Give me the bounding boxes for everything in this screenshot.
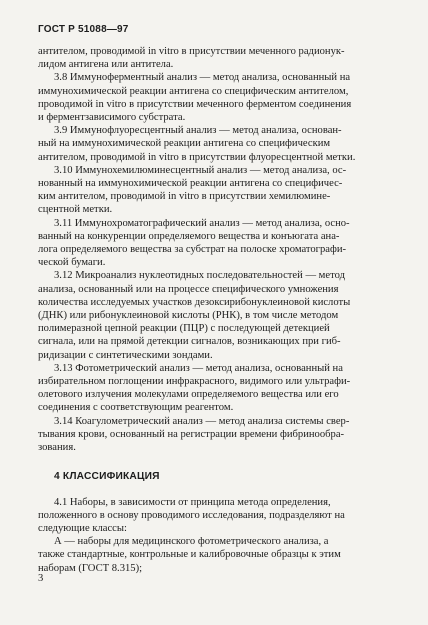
paragraph-continuation — [38, 45, 392, 71]
running-header: ГОСТ Р 51088—97 — [38, 24, 129, 35]
text-line: зования. — [38, 442, 76, 454]
paragraph-3-12 — [38, 269, 392, 361]
paragraph-4-1-class-a — [38, 535, 392, 575]
text-line: 3.10 Иммунохемилюминесцентный анализ — метод анализа, ос- — [54, 164, 347, 176]
text-line: тывания крови, основанный на регистрации времени фибринообра- — [38, 428, 345, 440]
text-line: сцентной метки. — [38, 204, 113, 216]
text-line: полимеразной цепной реакции (ПЦР) с последующей детекцией — [38, 323, 330, 335]
text-line: лидом антигена или антитела. — [38, 59, 174, 71]
text-line: 3.13 Фотометрический анализ — метод анализа, основанный на — [54, 362, 343, 374]
text-line: антителом, проводимой in vitro в присутствии флуоресцентной метки. — [38, 151, 356, 163]
text-line: наборам (ГОСТ 8.315); — [38, 562, 143, 574]
text-line: А — наборы для медицинского фотометрического анализа, а — [54, 536, 329, 548]
page-number: 3 — [38, 573, 44, 584]
text-line: избирательном поглощении инфракрасного, видимого или ультрафи- — [38, 376, 351, 388]
text-line: проводимой in vitro в присутствии меченного ферментом соединения — [38, 98, 352, 110]
text-line: нованный на иммунохимической реакции антигена со специфичес- — [38, 178, 343, 190]
paragraph-3-13 — [38, 362, 392, 415]
text-line: сигнала, или на прямой детекции сигналов, возникающих при гиб- — [38, 336, 341, 348]
text-line: 3.14 Коагулометрический анализ — метод анализа системы свер- — [54, 415, 350, 427]
text-line: также стандартные, контрольные и калибровочные образцы к этим — [38, 549, 341, 561]
paragraph-3-11 — [38, 217, 392, 270]
text-line: количества исследуемых участков дезоксирибонуклеиновой кислоты — [38, 296, 351, 308]
text-line: иммунохимической реакции антигена со специфическим антителом, — [38, 85, 349, 97]
paragraph-3-10 — [38, 164, 392, 217]
text-line: анализа, основанный или на процессе специфического умножения — [38, 283, 339, 295]
text-line: ванный на конкуренции определяемого вещества и конъюгата ана- — [38, 230, 340, 242]
definitions-body — [38, 45, 392, 575]
text-line: (ДНК) или рибонуклеиновой кислоты (РНК), в том числе методом — [38, 310, 339, 322]
text-line: 4.1 Наборы, в зависимости от принципа метода определения, — [54, 496, 331, 508]
text-line: лога определяемого вещества за субстрат на полоске хроматографи- — [38, 244, 347, 256]
text-line: антителом, проводимой in vitro в присутствии меченного радионук- — [38, 46, 345, 57]
text-line: 3.12 Микроанализ нуклеотидных последовательностей — метод — [54, 270, 345, 282]
paragraph-3-8 — [38, 71, 392, 124]
paragraph-4-1 — [38, 496, 392, 536]
paragraph-3-9 — [38, 124, 392, 164]
text-line: ридизации с синтетическими зондами. — [38, 349, 213, 361]
text-line: 3.9 Иммунофлуоресцентный анализ — метод анализа, основан- — [54, 125, 342, 137]
text-line: соединения с соответствующим реагентом. — [38, 402, 234, 414]
text-line: олетового излучения молекулами определяемого вещества или его — [38, 389, 339, 401]
text-line: 3.8 Иммуноферментный анализ — метод анализа, основанный на — [54, 72, 351, 84]
text-line: положенного в основу проводимого исследования, подразделяют на — [38, 509, 345, 521]
text-line: ческой бумаги. — [38, 257, 106, 269]
text-line: ный на иммунохимической реакции антигена со специфическим — [38, 138, 331, 150]
text-line: ким антителом, проводимой in vitro в присутствии хемилюмине- — [38, 191, 331, 203]
text-line: следующие классы: — [38, 522, 127, 534]
section-heading-classification: 4 КЛАССИФИКАЦИЯ — [54, 471, 160, 483]
text-line: и ферментзависимого субстрата. — [38, 112, 186, 124]
text-line: 3.11 Иммунохроматографический анализ — метод анализа, осно- — [54, 217, 350, 229]
paragraph-3-14 — [38, 415, 392, 455]
